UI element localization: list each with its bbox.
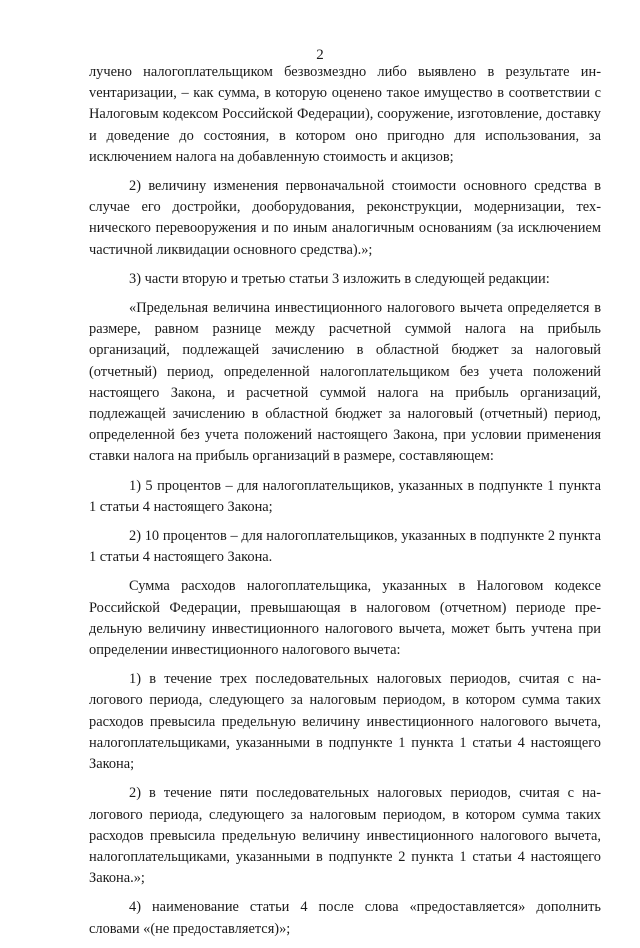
paragraph-three-periods: 1) в течение трех последовательных налоговых периодов, считая с налогового периода, следующего за налоговым периодом, в котором сумма таких расходов превысила предельную величину инвестиционного налогового вычета, налогоплательщиками, указанными в подпункте 1 пункта 1 статьи 4 настоящего Закона; — [89, 671, 601, 773]
paragraph-rate-10-percent: 2) 10 процентов – для налогоплательщиков, указанных в подпункте 2 пункта 1 статьи 4 настоящего Закона. — [89, 528, 601, 566]
paragraph-continuation: лучено налогоплательщиком безвозмездно либо выявлено в результате инvентаризации, – как сумма, в которую оценено такое имущество в соответствии с Налоговым кодексом Российской Федерации), сооружение, изготовление, доставку и доведение до состояния, в котором оно пригодно для использования, за исключением налога на добавленную стоимость и акцизов; — [89, 64, 601, 165]
paragraph-excess-expenses: Сумма расходов налогоплательщика, указанных в Налоговом кодексе Российской Федерации, превышающая в налоговом (отчетном) периоде предельную величину инвестиционного налогового вычета, может быть учтена при определении инвестиционного налогового вычета: — [89, 578, 601, 659]
paragraph-five-periods: 2) в течение пяти последовательных налоговых периодов, считая с налогового периода, следующего за налоговым периодом, в котором сумма таких расходов превысила предельную величину инвестиционного налогового вычета, налогоплательщиками, указанными в подпункте 2 пункта 1 статьи 4 настоящего Закона.»; — [89, 785, 601, 887]
paragraph-deduction-limit-definition: «Предельная величина инвестиционного налогового вычета определяется в размере, равном разнице между расчетной суммой налога на прибыль организаций, подлежащей зачислению в областной бюджет за налоговый (отчетный) период, определенной налогоплательщиком без учета положений настоящего Закона, и расчетной суммой налога на прибыль организаций, подлежащей зачислению в областной бюджет за налоговый (отчетный) период, определенной без учета положений настоящего Закона, при условии применения ставки налога на прибыль организаций в размере, составляющем: — [89, 300, 601, 465]
paragraph-item-2-initial-cost-change: 2) величину изменения первоначальной стоимости основного средства в случае его достройки, дооборудования, реконструкции, модернизации, технического перевооружения и по иным аналогичным основаниям (за исключением частичной ликвидации основного средства).»; — [89, 178, 601, 258]
paragraph-item-3-article-3-amendment: 3) части вторую и третью статьи 3 изложить в следующей редакции: — [129, 270, 550, 287]
paragraph-item-4-article-4-title: 4) наименование статьи 4 после слова «предоставляется» дополнить словами «(не предоставляется)»; — [89, 899, 601, 937]
page-number: 2 — [316, 47, 324, 63]
paragraph-rate-5-percent: 1) 5 процентов – для налогоплательщиков, указанных в подпункте 1 пункта 1 статьи 4 настоящего Закона; — [89, 477, 601, 515]
document-body — [89, 62, 601, 948]
